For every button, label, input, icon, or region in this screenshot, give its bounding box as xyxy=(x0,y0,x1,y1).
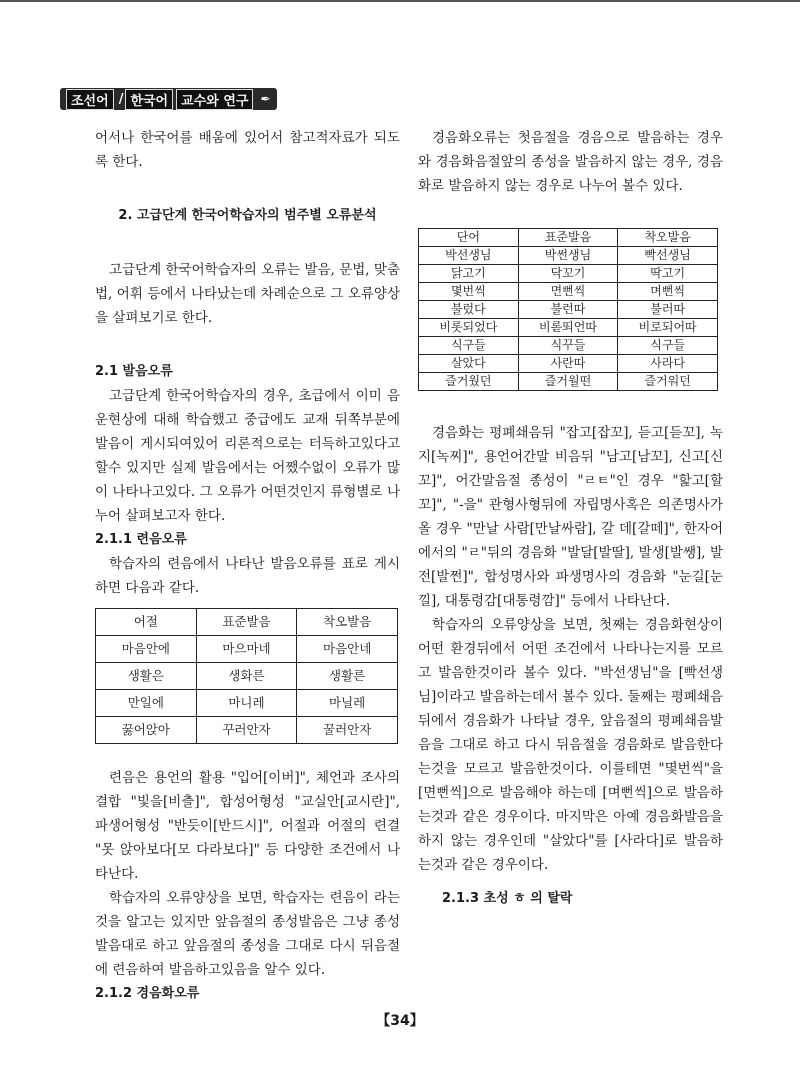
table-row xyxy=(96,663,398,690)
header-segment-2: 한국어 xyxy=(125,89,173,110)
table-cell: 즐거웠던 xyxy=(419,373,519,391)
table-header-cell: 어절 xyxy=(96,609,197,636)
table-header-cell: 착오발음 xyxy=(618,229,718,247)
table-cell: 마니레 xyxy=(196,690,297,717)
tensification-intro-paragraph: 경음화오류는 첫음절을 경음으로 발음하는 경우와 경음화음절앞의 종성을 발음하지 않는 경우, 경음화로 발음하지 않는 경우로 나누어 볼수 있다. xyxy=(418,130,723,194)
header-segment-1: 조선어 xyxy=(66,89,114,110)
table-cell: 비롣뙤언따 xyxy=(518,319,618,337)
header-separator: / xyxy=(118,91,124,107)
table-cell: 식구들 xyxy=(419,337,519,355)
section-heading-2-1-1: 2.1.1 련음오류 xyxy=(95,532,187,547)
liaison-analysis-paragraph: 학습자의 오류양상을 보면, 학습자는 련음이 라는것을 알고는 있지만 앞음절의 종성발음은 그냥 종성발음대로 하고 앞음절의 종성을 그대로 다시 뒤음절에 련음하여 발음하고있음을 알수 있다. xyxy=(95,890,400,978)
table-row xyxy=(419,301,718,319)
table-row xyxy=(419,319,718,337)
table-cell: 박썬생님 xyxy=(518,247,618,265)
table-cell: 몇번씩 xyxy=(419,283,519,301)
table-header-cell: 착오발음 xyxy=(297,609,398,636)
table-row xyxy=(419,283,718,301)
table-row xyxy=(419,355,718,373)
table-cell: 닥꼬기 xyxy=(518,265,618,283)
table-row xyxy=(96,690,398,717)
table-cell: 생화른 xyxy=(196,663,297,690)
table-cell: 꿇어앉아 xyxy=(96,717,197,744)
running-header xyxy=(60,88,277,110)
table-cell: 마음안에 xyxy=(96,636,197,663)
overview-paragraph: 고급단계 한국어학습자의 오류는 발음, 문법, 맞춤법, 어휘 등에서 나타났는데 차례순으로 그 오류양상을 살펴보기로 한다. xyxy=(95,262,400,326)
table-row xyxy=(419,247,718,265)
section-heading-2-1-3: 2.1.3 초성 ㅎ 의 탈락 xyxy=(442,891,573,906)
left-column xyxy=(95,126,400,1006)
table-header-cell: 표준발음 xyxy=(196,609,297,636)
table-row xyxy=(96,717,398,744)
section-heading-2-1-2: 2.1.2 경음화오류 xyxy=(95,986,200,1001)
right-column xyxy=(418,126,723,911)
table-cell: 꾸러안자 xyxy=(196,717,297,744)
table-row xyxy=(96,636,398,663)
table-cell: 비로되어따 xyxy=(618,319,718,337)
table-cell: 딱고기 xyxy=(618,265,718,283)
section-heading-2: 2. 고급단계 한국어학습자의 범주별 오류분석 xyxy=(118,208,377,223)
table-cell: 며뻔씩 xyxy=(618,283,718,301)
table-cell: 즐거월떤 xyxy=(518,373,618,391)
intro-paragraph: 어서나 한국어를 배움에 있어서 참고적자료가 되도록 한다. xyxy=(95,130,400,170)
table-cell: 박선생님 xyxy=(419,247,519,265)
table-cell: 생활은 xyxy=(96,663,197,690)
table-cell: 불러따 xyxy=(618,301,718,319)
table-cell: 사란따 xyxy=(518,355,618,373)
header-segment-3: 교수와 연구 xyxy=(176,89,253,110)
table-cell: 생활른 xyxy=(297,663,398,690)
table-cell: 비롯되었다 xyxy=(419,319,519,337)
table-cell: 닭고기 xyxy=(419,265,519,283)
table-cell: 불런따 xyxy=(518,301,618,319)
brush-ornament-icon: ✒ xyxy=(260,92,271,106)
tensification-error-table xyxy=(418,228,718,391)
table-cell: 마닐레 xyxy=(297,690,398,717)
table-cell: 빡선생님 xyxy=(618,247,718,265)
table-cell: 만일에 xyxy=(96,690,197,717)
page-number: 【34】 xyxy=(376,1013,424,1029)
table-cell: 면뻔씩 xyxy=(518,283,618,301)
table-cell: 살았다 xyxy=(419,355,519,373)
table-cell: 마으마네 xyxy=(196,636,297,663)
table-cell: 즐거워던 xyxy=(618,373,718,391)
pronunciation-paragraph: 고급단계 한국어학습자의 경우, 초급에서 이미 음운현상에 대해 학습했고 중급에도 교재 뒤쪽부분에 발음이 게시되여있어 리론적으로는 터득하고있다고 할수 있지만 실제 발음에서는 어쨌수없이 오류가 많이 나타나고있다. 그 오류가 어떤것인지 류형별로 나누어 살펴보고자 한다. xyxy=(95,388,400,524)
table-row xyxy=(96,609,398,636)
tensification-analysis-paragraph: 학습자의 오류양상을 보면, 첫째는 경음화현상이 어떤 환경뒤에서 어떤 조건에서 나타나는지를 모르고 발음한것이라 볼수 있다. "박선생님"을 [빡선생님]이라고 발음하는데서 볼수 있다. 둘째는 평폐쇄음뒤에서 경음화가 나타날 경우, 앞음절의 평폐쇄음발음을 그대로 하고 다시 뒤음절을 경음화로 발음한다는것을 모르고 발음한것이다. 이를테면 "몇번씩"을 [면뻔씩]으로 발음해야 하는데 [며뻔씩]으로 발음하는것과 같은 경우이다. 마지막은 아예 경음화발음을 하지 않는 경우인데 "살았다"를 [사라다]로 발음하는것과 같은 경우이다. xyxy=(418,617,723,873)
table-row xyxy=(419,337,718,355)
table-header-cell: 표준발음 xyxy=(518,229,618,247)
table-header-cell: 단어 xyxy=(419,229,519,247)
table-cell: 식구들 xyxy=(618,337,718,355)
top-rule xyxy=(0,0,800,2)
table-cell: 사라다 xyxy=(618,355,718,373)
table-row xyxy=(419,373,718,391)
table-row xyxy=(419,229,718,247)
section-heading-2-1: 2.1 발음오류 xyxy=(95,364,173,379)
liaison-error-table xyxy=(95,608,398,744)
table-cell: 꿀러안자 xyxy=(297,717,398,744)
table-cell: 식꾸들 xyxy=(518,337,618,355)
table-cell: 마음안네 xyxy=(297,636,398,663)
tensification-conditions-paragraph: 경음화는 평폐쇄음뒤 "잡고[잡꼬], 듣고[듣꼬], 녹지[녹찌]", 용언어간말 비음뒤 "남고[남꼬], 신고[신꼬]", 어간말음절 종성이 "ㄹㅌ"인 경우 "핥고[할꼬]", "-을" 관형사형뒤에 자립명사혹은 의존명사가 올 경우 "만날 사람[만날싸람], 갈 데[갈떼]", 한자어에서의 "ㄹ"뒤의 경음화 "발달[발딸], 발생[발쌩], 발전[발쩐]", 합성명사와 파생명사의 경음화 "눈길[눈낄], 대통령감[대통령깜]" 등에서 나타난다. xyxy=(418,425,723,609)
table-cell: 불렀다 xyxy=(419,301,519,319)
liaison-conditions-paragraph: 련음은 용언의 활용 "입어[이버]", 체언과 조사의 결합 "빛을[비츨]", 합성어형성 "교실안[교시란]", 파생어형성 "반듯이[반드시]", 어절과 어절의 련결 "못 앉아보다[모 다라보다]" 등 다양한 조건에서 나타난다. xyxy=(95,770,400,882)
liaison-paragraph: 학습자의 련음에서 나타난 발음오류를 표로 게시하면 다음과 같다. xyxy=(95,556,400,596)
table-row xyxy=(419,265,718,283)
